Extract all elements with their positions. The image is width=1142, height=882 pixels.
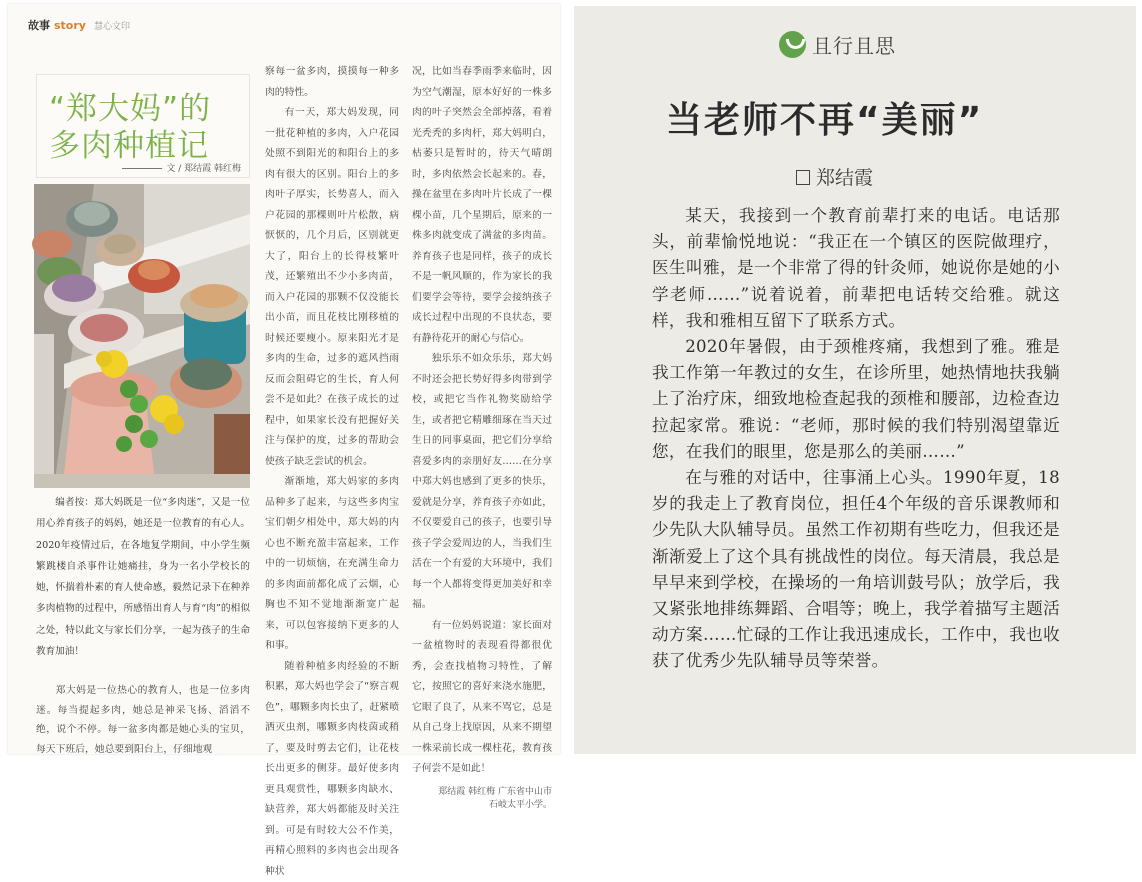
essay-paragraph: 某天，我接到一个教育前辈打来的电话。电话那头，前辈愉悦地说：“我正在一个镇区的医院做理疗，医生叫雅，是一个非常了得的针灸师，她说你是她的小学老师……”说着说着，前辈把电话转交给雅。就这样，我和雅相互留下了联系方式。 [652, 203, 1060, 334]
author-name: 郑结霞 [816, 167, 873, 189]
editor-note: 编者按：郑大妈既是一位“多肉迷”，又是一位用心养育孩子的妈妈，她还是一位教育的有心人。2020年疫情过后，在各地复学期间，中小学生频繁跳楼自杀事件让她痛挂，身为一名小学校长的她，怀揣着朴素的育人使命感，毅然记录下在种养多肉植物的过程中，所感悟出育人与育“肉”的相似之处，特以此文与家长们分享，一起为孩子的生命教育加油！ [36, 492, 250, 662]
article-byline: 文 / 郑结霞 韩红梅 [122, 161, 241, 174]
left-column-body [36, 681, 250, 759]
running-head [28, 17, 130, 33]
succulent-photo-illustration [34, 184, 250, 488]
essay-body [652, 203, 1060, 675]
body-paragraph: 有一天，郑大妈发现，同一批花种植的多肉，入户花园处照不到阳光的和阳台上的多肉有很大的区别。阳台上的多肉叶子厚实，长势喜人，而入户花园的那棵则叶片松散，病恹恹的，几个月后，区别就更大了，阳台上的长得枝繁叶茂，还繁殖出不少小多肉苗，而入户花园的那颗不仅没能长出小苗，而且花枝比刚移植的时候还要瘦小。原来阳光才是多肉的生命，过多的遮风挡雨反而会阻碍它的生长，育人何尝不是如此？在孩子成长的过程中，如果家长没有把握好关注与保护的度，过多的帮助会使孩子缺乏尝试的机会。 [265, 103, 399, 472]
running-head-column: 慧心文印 [94, 22, 130, 32]
smile-logo-icon [779, 31, 806, 58]
running-head-story: story [54, 19, 86, 32]
essay-paragraph: 在与雅的对话中，往事涌上心头。1990年夏，18岁的我走上了教育岗位，担任4个年级的音乐课教师和少先队大队辅导员。虽然工作初期有些吃力，但我还是渐渐爱上了这个具有挑战性的岗位。每天清晨，我总是早早来到学校，在操场的一角培训鼓号队；放学后，我又紧张地排练舞蹈、合唱等；晚上，我学着描写主题活动方案……忙碌的工作让我迅速成长，工作中，我也收获了优秀少先队辅导员等荣誉。 [652, 465, 1060, 675]
body-paragraph: 渐渐地，郑大妈家的多肉品种多了起来，与这些多肉宝宝们朝夕相处中，郑大妈的内心也不断充盈丰富起来，工作中的一切烦恼，在充满生命力的多肉面前都化成了云烟，心胸也不知不觉地渐渐宽广起来，可以包容接纳下更多的人和事。 [265, 472, 399, 657]
column-name: 且行且思 [812, 30, 896, 59]
right-scanned-page [574, 6, 1136, 754]
left-magazine-page [8, 4, 560, 754]
body-paragraph: 察每一盆多肉，摸摸每一种多肉的特性。 [265, 62, 399, 103]
body-paragraph: 随着种植多肉经验的不断积累，郑大妈也学会了“察言观色”，哪颗多肉长虫了，赶紧喷洒灭虫剂，哪颗多肉枝茵或稍了，要及时剪去它们，让花枝长出更多的侧芽。最好使多肉更具观赏性，哪颗多肉缺水、缺营养，郑大妈都能及时关注到。可是有时较大公不作美，再精心照料的多肉也会出现各种状 [265, 657, 399, 882]
body-paragraph: 况，比如当春季雨季来临时，因为空气潮湿，原本好好的一株多肉的叶子突然会全部掉落，看着光秃秃的多肉杆，郑大妈明白，枯萎只是暂时的，待天气晴朗时，多肉依然会长起来的。春，操在盆里在多肉叶片长成了一棵棵小苗，几个星期后，原来的一株多肉就变成了满盆的多肉苗。养育孩子也是同样，孩子的成长不是一帆风顺的，作为家长的我们要学会等待，要学会接纳孩子成长过程中出现的不良状态，要有静待花开的耐心与信心。 [412, 62, 552, 349]
right-column-body [412, 62, 552, 812]
body-paragraph: 有一位妈妈说道：家长面对一盆植物时的表现看得都很优秀，会查找植物习特性，了解它，按照它的喜好来浇水施肥，它眼了良了，从来不骂它，总是从自己身上找原因，从来不期望一株采前长成一棵柱花，教育孩子何尝不是如此！ [412, 616, 552, 780]
author-line [796, 163, 873, 190]
article-title-block [36, 74, 250, 178]
essay-paragraph: 2020年暑假，由于颈椎疼痛，我想到了雅。雅是我工作第一年教过的女生，在诊所里，她热情地扶我躺上了治疗床，细致地检查起我的颈椎和腰部，边检查边拉起家常。雅说：“老师，那时候的我们特别渴望靠近您，在我们的眼里，您是那么的美丽……” [652, 334, 1060, 465]
page-title: 当老师不再“美丽” [666, 92, 983, 143]
middle-column-body [265, 62, 399, 882]
body-paragraph: 独乐乐不如众乐乐，郑大妈不时还会把长势好得多肉带到学校，或把它当作礼物奖励给学生，或者把它精雕细琢在当天过生日的同事桌面，把它们分享给喜爱多肉的亲朋好友……在分享中郑大妈也感到了更多的快乐，爱就是分享，养育孩子亦如此，不仅要爱自己的孩子，也要引导孩子学会爱周边的人，当我们生活在一个有爱的大环境中，我们每一个人都将变得更加美好和幸福。 [412, 349, 552, 616]
article-title-line-1: “郑大妈”的 [49, 83, 211, 128]
body-paragraph: 郑大妈是一位热心的教育人，也是一位多肉迷。每当提起多肉，她总是神采飞扬、滔滔不绝，说个不停。每一盆多肉都是她心头的宝贝，每天下班后，她总要到阳台上，仔细地观 [36, 681, 250, 759]
author-credit: 郑结霞 韩红梅 广东省中山市石岐太平小学。 [412, 786, 552, 812]
column-header [779, 30, 896, 60]
square-marker-icon [796, 170, 810, 185]
article-title-line-2: 多肉种植记 [49, 120, 209, 165]
succulent-photo [34, 184, 250, 488]
running-head-section: 故事 [28, 19, 50, 32]
